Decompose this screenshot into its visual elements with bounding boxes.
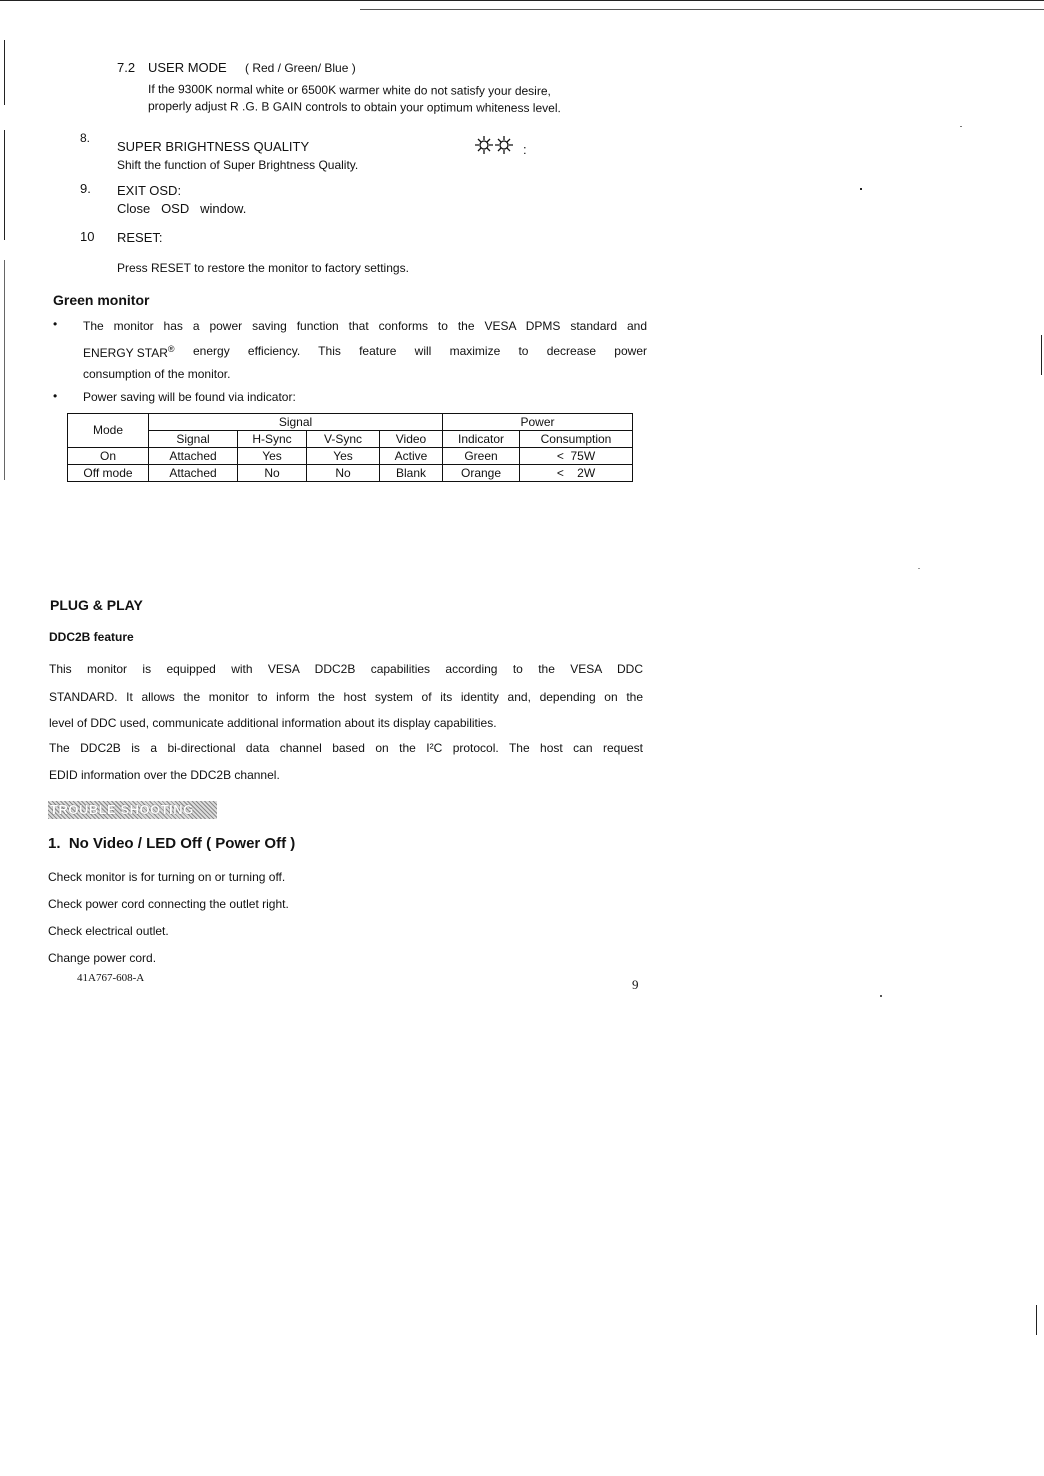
green-bullet2: Power saving will be found via indicator: <box>83 390 296 404</box>
section-7-2-colors: ( Red / Green/ Blue ) <box>245 61 356 75</box>
plug-play-heading: PLUG & PLAY <box>50 597 143 613</box>
item-10-desc: Press RESET to restore the monitor to factory settings. <box>117 261 409 275</box>
plug-play-p2-line1: The DDC2B is a bi-directional data channel based on the I²C protocol. The host can request <box>49 741 643 755</box>
item-10-number: 10 <box>80 229 95 244</box>
column-header: H-Sync <box>238 431 307 448</box>
plug-play-p1-line2: STANDARD. It allows the monitor to inform the host system of its identity and, depending on the <box>49 690 643 704</box>
item-10-title: RESET: <box>117 230 163 245</box>
trouble-check: Change power cord. <box>48 951 157 965</box>
item-8-desc: Shift the function of Super Brightness Quality. <box>117 158 359 172</box>
green-bullet1-line1: The monitor has a power saving function that conforms to the VESA DPMS standard and <box>83 319 647 333</box>
power-group-header: Power <box>443 414 633 431</box>
document-number: 41A767-608-A <box>77 972 145 984</box>
table-cell: < 75W <box>520 448 633 465</box>
scan-speck <box>918 568 920 569</box>
table-cell: Blank <box>380 465 443 482</box>
bullet-dot: • <box>53 317 58 331</box>
scan-left-mark <box>4 40 5 105</box>
ddc2b-subheading: DDC2B feature <box>49 630 134 644</box>
table-cell: Yes <box>307 448 380 465</box>
bullet-dot: • <box>53 389 58 403</box>
table-cell: Attached <box>149 448 238 465</box>
scan-speck <box>860 188 862 190</box>
table-cell: Green <box>443 448 520 465</box>
trouble-check: Check power cord connecting the outlet right. <box>48 897 289 911</box>
trouble-shooting-banner: TROUBLE SHOOTING <box>48 801 217 819</box>
table-cell: Attached <box>149 465 238 482</box>
item-8-number: 8. <box>80 131 91 145</box>
table-row <box>68 465 633 482</box>
item-9-desc: Close OSD window. <box>117 201 247 216</box>
table-row <box>68 448 633 465</box>
table-cell: < 2W <box>520 465 633 482</box>
table-cell: Active <box>380 448 443 465</box>
scan-speck <box>880 995 882 997</box>
scan-speck <box>960 126 962 127</box>
column-header: Consumption <box>520 431 633 448</box>
scan-left-mark <box>4 130 5 240</box>
scan-left-mark <box>4 260 5 480</box>
scan-top-edge <box>0 0 1044 1</box>
scan-right-mark <box>1041 335 1042 375</box>
item-9-title: EXIT OSD: <box>117 183 182 198</box>
signal-group-header: Signal <box>149 414 443 431</box>
table-cell: Orange <box>443 465 520 482</box>
item-8-icon-suffix: : <box>523 142 527 157</box>
double-sun-icon <box>474 135 518 160</box>
plug-play-p1-line3: level of DDC used, communicate additional information about its display capabilities. <box>49 716 497 730</box>
registered-mark: ® <box>167 344 175 354</box>
scan-top-edge-2 <box>360 9 1044 10</box>
green-bullet1-line2: energy efficiency. This feature will maximize to decrease power <box>193 344 647 358</box>
power-saving-table <box>67 413 633 482</box>
column-header: Signal <box>149 431 238 448</box>
plug-play-p2-line2: EDID information over the DDC2B channel. <box>49 768 280 782</box>
table-cell: Yes <box>238 448 307 465</box>
column-header: V-Sync <box>307 431 380 448</box>
table-header-row-1 <box>68 414 633 431</box>
plug-play-p1-line1: This monitor is equipped with VESA DDC2B capabilities according to the VESA DDC <box>49 662 643 676</box>
green-monitor-heading: Green monitor <box>53 292 150 308</box>
item-8-title: SUPER BRIGHTNESS QUALITY <box>117 139 310 154</box>
scan-right-mark <box>1036 1305 1037 1335</box>
energy-star-label: ENERGY STAR <box>83 346 168 360</box>
section-7-2-line2: properly adjust R .G. B GAIN controls to obtain your optimum whiteness level. <box>147 98 561 116</box>
page-number: 9 <box>632 977 639 992</box>
mode-header: Mode <box>68 414 149 448</box>
table-cell: No <box>307 465 380 482</box>
green-bullet1-line3: consumption of the monitor. <box>83 367 231 381</box>
trouble-check: Check monitor is for turning on or turning off. <box>48 870 286 884</box>
column-header: Indicator <box>443 431 520 448</box>
green-bullet1-line2-start <box>83 344 175 360</box>
table-cell: No <box>238 465 307 482</box>
trouble-item-title: 1. No Video / LED Off ( Power Off ) <box>48 835 296 852</box>
trouble-check: Check electrical outlet. <box>48 924 169 938</box>
table-cell: On <box>68 448 149 465</box>
table-header-row-2 <box>68 431 633 448</box>
section-7-2-title: USER MODE <box>148 60 227 75</box>
section-7-2-number: 7.2 <box>117 60 136 75</box>
table-cell: Off mode <box>68 465 149 482</box>
item-9-number: 9. <box>80 181 91 196</box>
column-header: Video <box>380 431 443 448</box>
section-7-2-line1: If the 9300K normal white or 6500K warmer white do not satisfy your desire, <box>147 81 551 99</box>
